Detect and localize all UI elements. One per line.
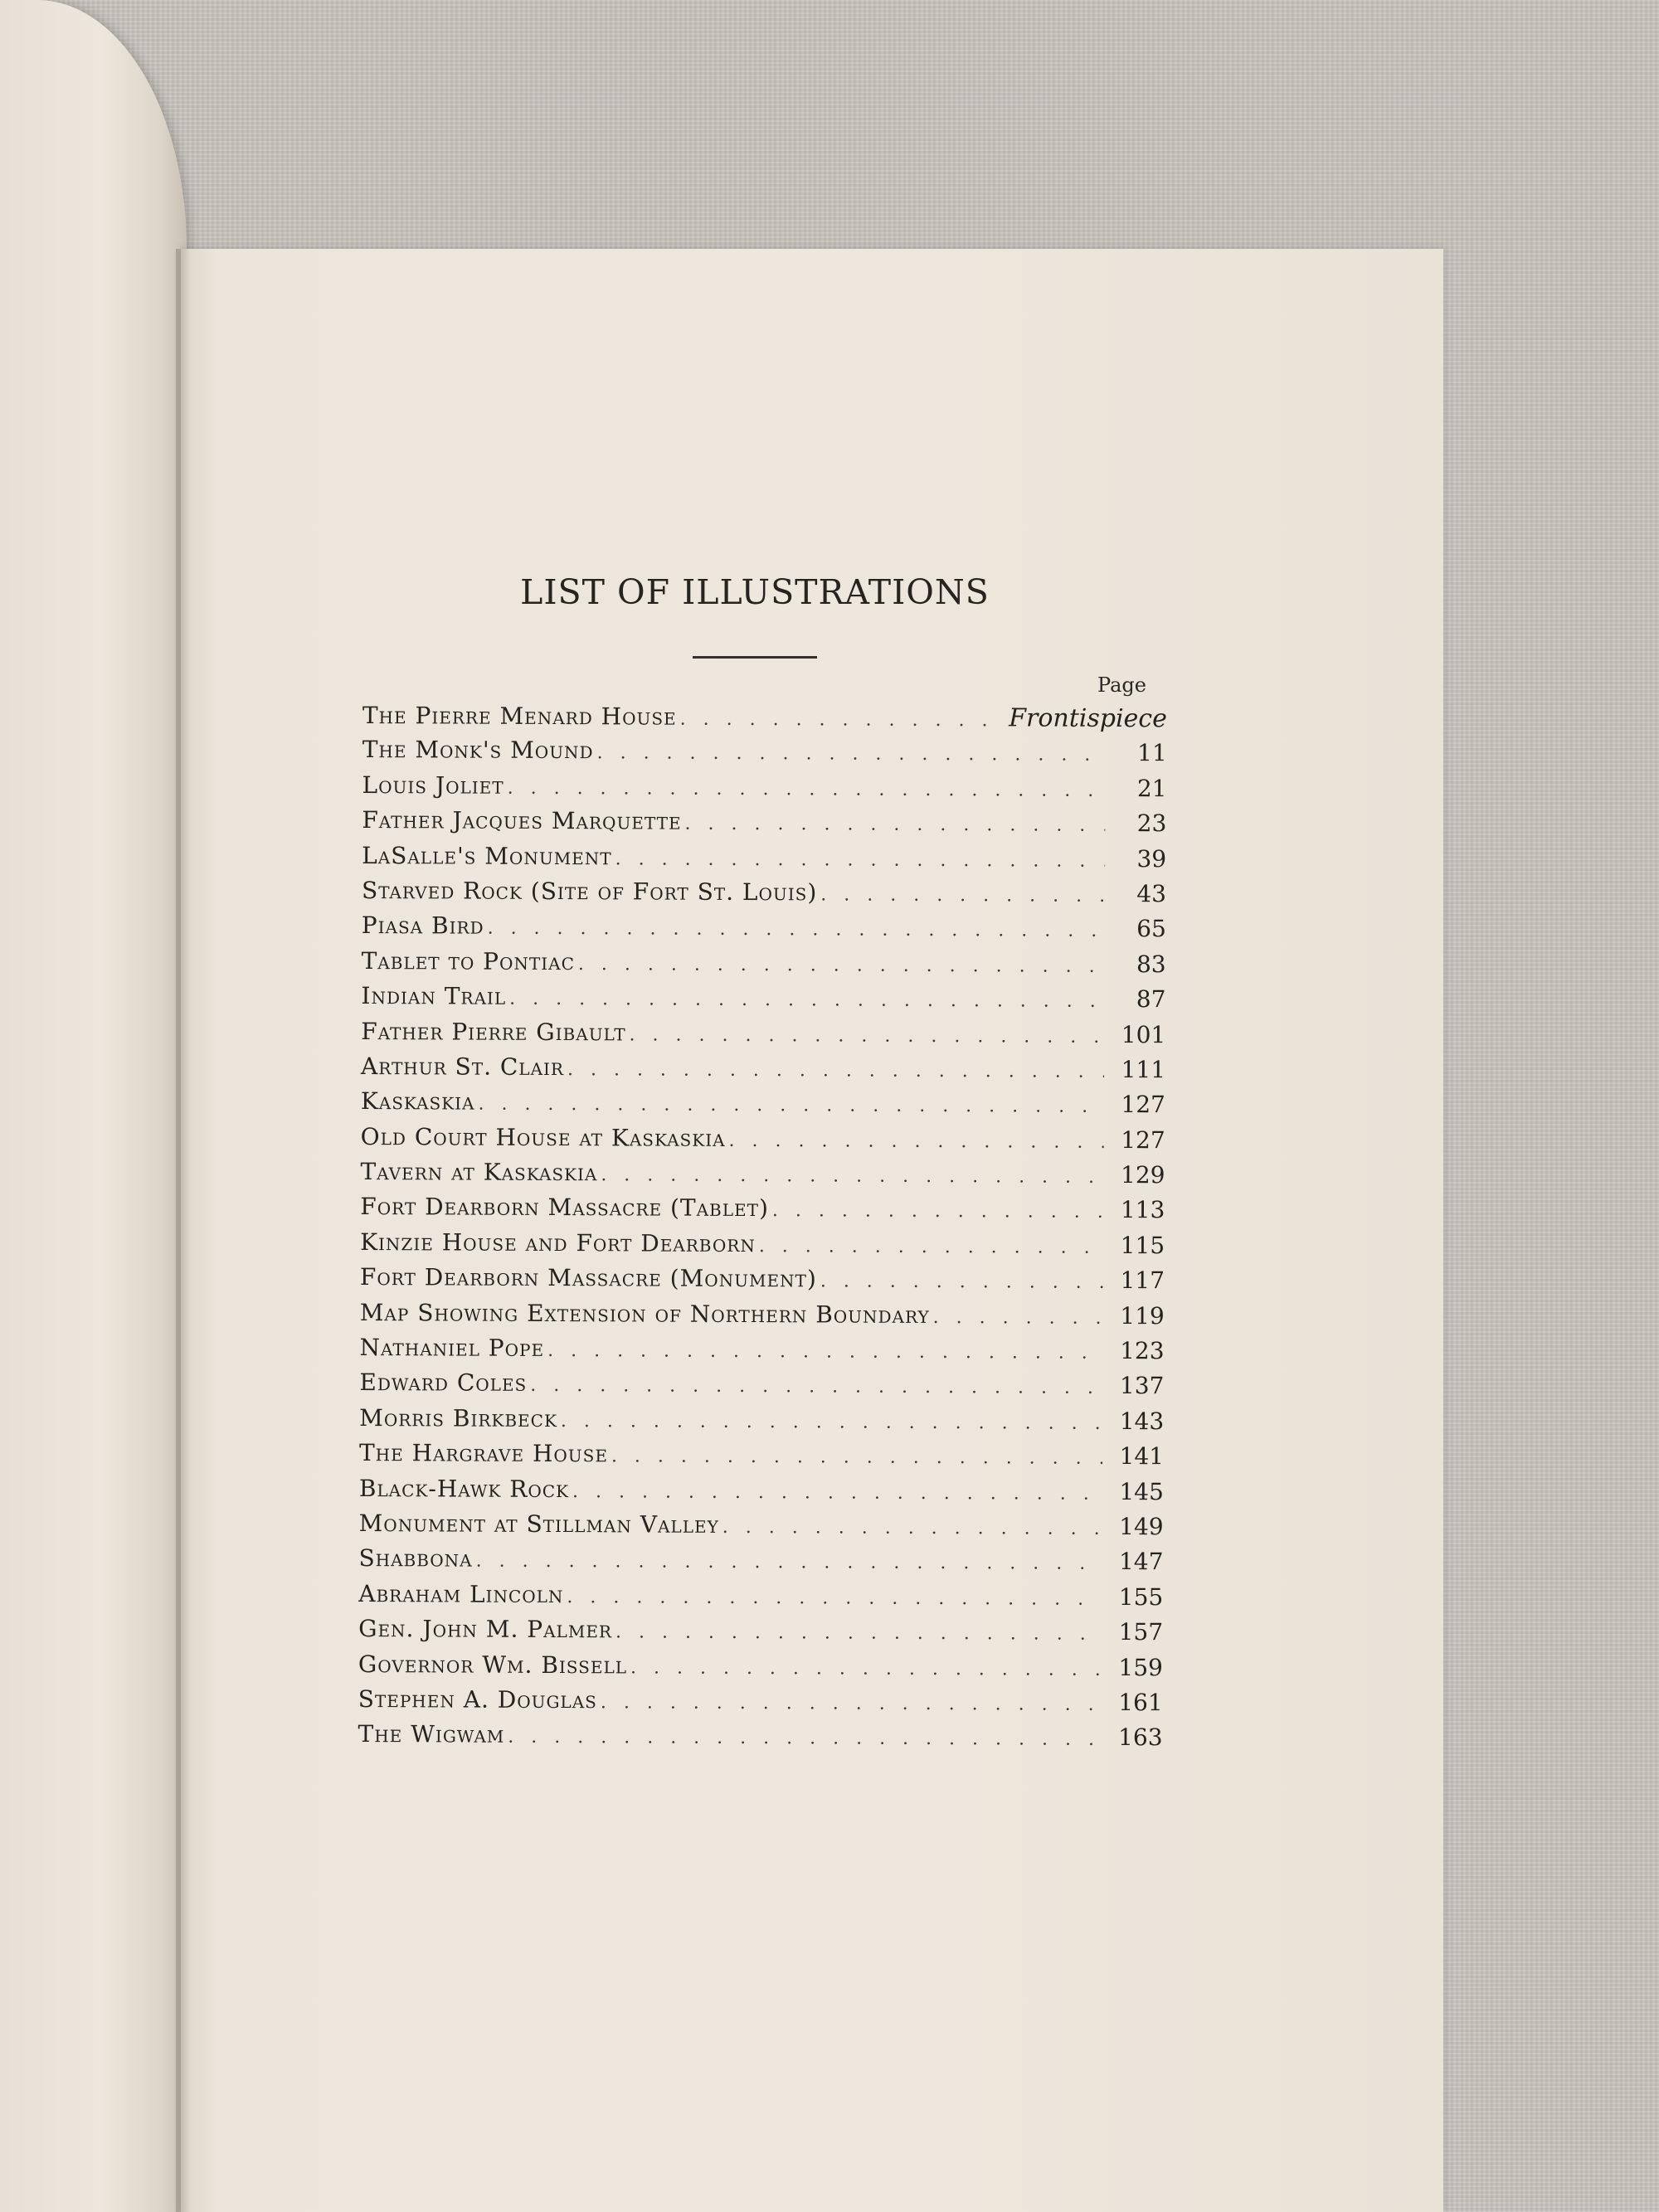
- illustration-title: Morris Birkbeck: [359, 1403, 558, 1432]
- list-item: [360, 1193, 1165, 1232]
- list-item: [362, 806, 1166, 845]
- illustration-title: Black-Hawk Rock: [358, 1474, 570, 1503]
- page-number: 129: [1120, 1161, 1165, 1189]
- dot-leader: [759, 1236, 1103, 1258]
- page-number: Frontispiece: [1009, 703, 1167, 734]
- dot-leader: [615, 1621, 1102, 1645]
- illustration-title: Starved Rock (Site of Fort St. Louis): [361, 876, 818, 907]
- dot-leader: [508, 778, 1106, 801]
- page-number: 111: [1121, 1055, 1166, 1084]
- dot-leader: [488, 918, 1105, 941]
- dot-leader: [597, 743, 1106, 766]
- dot-leader: [572, 1481, 1102, 1505]
- page-number: 119: [1120, 1301, 1165, 1330]
- illustration-title: The Hargrave House: [358, 1439, 609, 1468]
- page-number: 39: [1136, 844, 1167, 873]
- book-spine-shadow: [176, 249, 191, 2212]
- illustration-title: Nathaniel Pope: [359, 1334, 545, 1362]
- dot-leader: [509, 989, 1104, 1012]
- illustration-title: Gen. John M. Palmer: [358, 1615, 613, 1644]
- page-number: 65: [1136, 915, 1166, 943]
- page-number: 115: [1120, 1231, 1165, 1260]
- dot-leader: [820, 884, 1105, 906]
- page-number: 161: [1118, 1688, 1163, 1717]
- list-item: [358, 1580, 1163, 1619]
- page-number: 117: [1120, 1266, 1165, 1295]
- illustration-title: Tablet to Pontiac: [361, 946, 575, 975]
- page-number: 141: [1119, 1442, 1165, 1471]
- list-item: [362, 842, 1166, 881]
- list-item: [358, 1615, 1163, 1654]
- page-number: 43: [1136, 880, 1167, 908]
- page-number: 83: [1136, 950, 1166, 978]
- dot-leader: [567, 1059, 1104, 1082]
- page-number: 149: [1119, 1512, 1164, 1541]
- page-number: 145: [1119, 1477, 1164, 1505]
- list-item: [361, 1123, 1165, 1162]
- list-item: [360, 1263, 1165, 1302]
- illustration-title: Piasa Bird: [361, 912, 484, 940]
- illustrations-list: [358, 701, 1167, 1759]
- dot-leader: [685, 814, 1106, 836]
- dot-leader: [601, 1164, 1103, 1188]
- page-number: 11: [1137, 739, 1167, 767]
- list-item: [362, 877, 1166, 916]
- list-item: [362, 701, 1167, 740]
- illustration-title: The Wigwam: [358, 1720, 505, 1749]
- dot-leader: [508, 1727, 1101, 1750]
- illustration-title: Tavern at Kaskaskia: [360, 1158, 598, 1187]
- page-number: 163: [1118, 1723, 1163, 1752]
- illustration-title: Kaskaskia: [360, 1087, 475, 1116]
- dot-leader: [729, 1130, 1104, 1153]
- dot-leader: [630, 1024, 1105, 1047]
- dot-leader: [630, 1657, 1102, 1680]
- list-item: [362, 771, 1166, 810]
- dot-leader: [820, 1271, 1103, 1293]
- page-number: 23: [1136, 809, 1167, 838]
- illustration-title: The Pierre Menard House: [362, 702, 677, 731]
- illustration-title: Map Showing Extension of Northern Boundary: [359, 1298, 930, 1329]
- illustration-title: Fort Dearborn Massacre (Monument): [359, 1263, 817, 1293]
- page-number: 143: [1119, 1407, 1165, 1436]
- page-number: 101: [1121, 1020, 1166, 1048]
- illustration-title: Old Court House at Kaskaskia: [360, 1122, 726, 1152]
- illustration-title: Governor Wm. Bissell: [358, 1650, 628, 1679]
- illustration-title: Arthur St. Clair: [361, 1052, 565, 1081]
- list-item: [362, 912, 1166, 950]
- page-number: 123: [1120, 1337, 1165, 1365]
- illustration-title: Father Pierre Gibault: [361, 1017, 626, 1046]
- dot-leader: [680, 709, 1006, 732]
- list-item: [359, 1369, 1164, 1407]
- illustration-title: Abraham Lincoln: [358, 1579, 564, 1608]
- illustration-title: Louis Joliet: [362, 771, 504, 800]
- dot-leader: [561, 1411, 1102, 1434]
- illustration-title: Fort Dearborn Massacre (Tablet): [360, 1193, 770, 1223]
- illustration-title: Monument at Stillman Valley: [358, 1509, 719, 1539]
- list-item: [361, 1018, 1165, 1057]
- dot-leader: [547, 1340, 1103, 1364]
- page-number: 157: [1118, 1618, 1164, 1646]
- dot-leader: [722, 1517, 1102, 1539]
- dot-leader: [530, 1375, 1102, 1398]
- page-number: 127: [1121, 1091, 1165, 1119]
- left-page: [0, 0, 187, 2212]
- dot-leader: [476, 1551, 1102, 1574]
- list-item: [358, 1544, 1163, 1583]
- list-item: [362, 736, 1167, 775]
- dot-leader: [611, 1446, 1102, 1470]
- illustration-title: LaSalle's Monument: [362, 841, 612, 870]
- illustration-title: Edward Coles: [359, 1369, 528, 1398]
- list-item: [360, 1299, 1165, 1338]
- page-number: 147: [1118, 1548, 1164, 1576]
- page-number: 87: [1136, 985, 1166, 1014]
- list-item: [358, 1650, 1163, 1689]
- page-number: 113: [1120, 1196, 1165, 1224]
- page-number: 127: [1121, 1125, 1165, 1154]
- dot-leader: [615, 848, 1106, 872]
- list-item: [358, 1720, 1162, 1759]
- list-item: [361, 1087, 1165, 1126]
- title-rule-divider: [693, 656, 817, 659]
- list-item: [358, 1685, 1163, 1724]
- list-item: [360, 1228, 1165, 1267]
- list-item: [361, 982, 1165, 1021]
- list-item: [359, 1510, 1164, 1548]
- dot-leader: [578, 954, 1105, 977]
- page-number: 21: [1136, 774, 1167, 803]
- list-item: [359, 1334, 1164, 1373]
- illustration-title: Stephen A. Douglas: [358, 1685, 597, 1714]
- page-number: 159: [1118, 1653, 1163, 1681]
- page-number: 137: [1119, 1372, 1165, 1400]
- illustration-title: Indian Trail: [361, 982, 507, 1010]
- dot-leader: [567, 1587, 1102, 1610]
- illustration-title: Father Jacques Marquette: [362, 806, 682, 835]
- list-item: [359, 1404, 1164, 1443]
- illustration-title: Kinzie House and Fort Dearborn: [360, 1228, 756, 1257]
- dot-leader: [478, 1094, 1103, 1117]
- list-item: [362, 947, 1166, 986]
- illustration-title: The Monk's Mound: [362, 736, 594, 765]
- page-title: LIST OF ILLUSTRATIONS: [520, 572, 990, 612]
- dot-leader: [933, 1307, 1103, 1329]
- illustration-title: Shabbona: [358, 1544, 473, 1573]
- page-number: 155: [1118, 1582, 1164, 1611]
- list-item: [360, 1158, 1165, 1197]
- page-column-label: Page: [1097, 673, 1146, 697]
- list-item: [359, 1439, 1164, 1478]
- list-item: [361, 1053, 1165, 1091]
- dot-leader: [601, 1692, 1102, 1715]
- list-item: [359, 1475, 1164, 1514]
- dot-leader: [772, 1201, 1103, 1223]
